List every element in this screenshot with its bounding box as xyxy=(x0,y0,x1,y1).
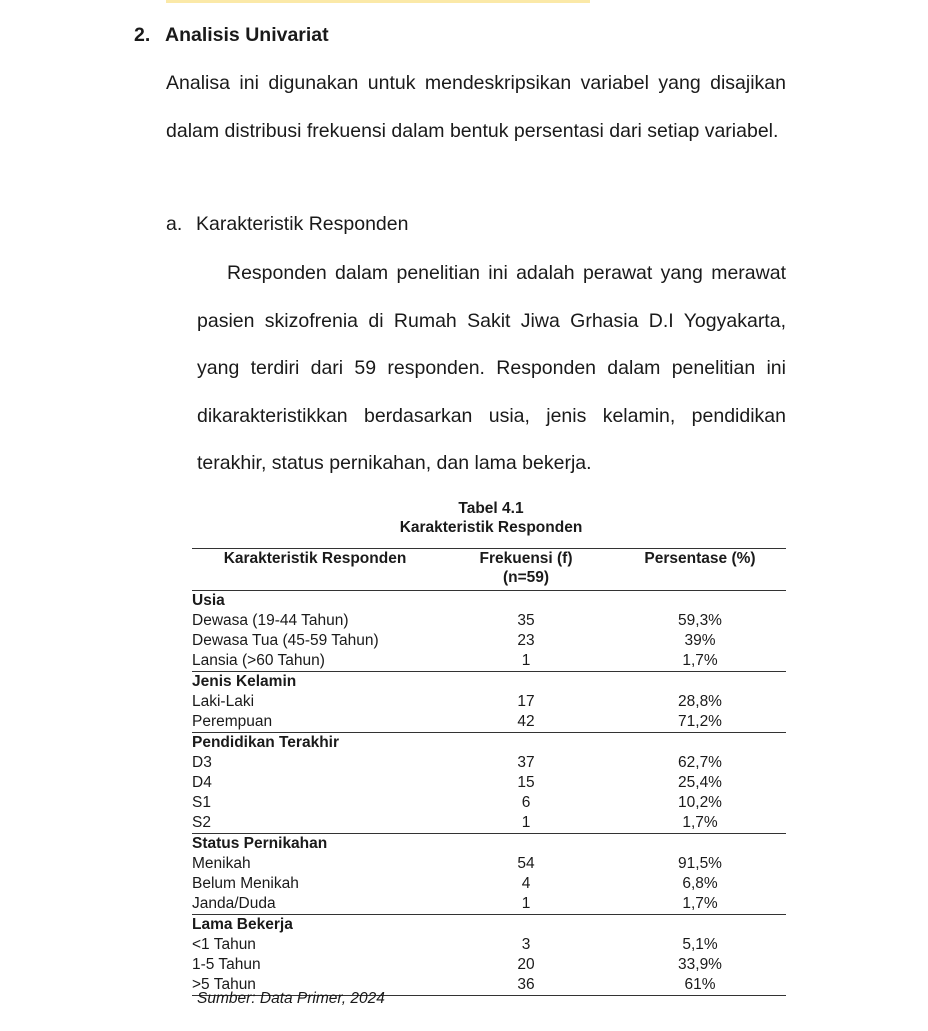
category-label: Usia xyxy=(192,592,225,609)
highlight-strip xyxy=(166,0,590,3)
row-frequency: 17 xyxy=(517,693,535,710)
row-label: Dewasa Tua (45-59 Tahun) xyxy=(192,632,379,649)
row-percentage: 71,2% xyxy=(678,713,722,730)
row-percentage: 1,7% xyxy=(682,814,718,831)
row-percentage: 59,3% xyxy=(678,612,722,629)
row-label: Laki-Laki xyxy=(192,693,255,710)
row-percentage: 62,7% xyxy=(678,754,722,771)
subsection-letter: a. xyxy=(166,213,183,235)
row-label: Menikah xyxy=(192,855,251,872)
table-row xyxy=(192,874,786,894)
row-frequency: 1 xyxy=(521,652,531,669)
row-percentage: 39% xyxy=(684,632,716,649)
row-percentage: 61% xyxy=(684,976,716,993)
intro-line: setiap variabel. xyxy=(647,119,779,142)
row-frequency: 36 xyxy=(517,976,535,993)
table-body xyxy=(192,591,786,996)
row-label: Janda/Duda xyxy=(192,895,276,912)
row-frequency: 54 xyxy=(517,855,535,872)
row-label: S1 xyxy=(192,794,211,811)
header-frequency-label: Frekuensi (f) xyxy=(479,550,573,567)
paragraph-line: pendidikan terakhir, status pernikahan, dan lama bekerja. xyxy=(197,404,786,474)
row-label: D3 xyxy=(192,754,212,771)
header-frequency xyxy=(438,549,614,591)
table-row xyxy=(192,793,786,813)
table-row xyxy=(192,692,786,712)
category-row xyxy=(192,672,786,693)
category-label: Jenis Kelamin xyxy=(192,673,297,690)
row-label: Dewasa (19-44 Tahun) xyxy=(192,612,349,629)
table-row xyxy=(192,955,786,975)
intro-paragraph xyxy=(166,60,786,155)
table-row xyxy=(192,773,786,793)
category-row xyxy=(192,915,786,936)
category-row xyxy=(192,591,786,612)
intro-line: disajikan dalam distribusi frekuensi dalam bentuk persentasi dari xyxy=(166,72,786,142)
row-frequency: 35 xyxy=(517,612,535,629)
row-label: >5 Tahun xyxy=(192,976,256,993)
subsection-title: Karakteristik Responden xyxy=(196,213,409,235)
table-header-row xyxy=(192,549,786,591)
table-row xyxy=(192,753,786,773)
row-percentage: 28,8% xyxy=(678,693,722,710)
row-frequency: 20 xyxy=(517,956,535,973)
header-percentage: Persentase (%) xyxy=(644,550,756,567)
row-percentage: 33,9% xyxy=(678,956,722,973)
table-row xyxy=(192,813,786,834)
row-frequency: 4 xyxy=(521,875,531,892)
table-caption-number: Tabel 4.1 xyxy=(458,500,524,517)
row-percentage: 25,4% xyxy=(678,774,722,791)
row-frequency: 37 xyxy=(517,754,535,771)
category-label: Pendidikan Terakhir xyxy=(192,734,340,751)
table-caption-title: Karakteristik Responden xyxy=(399,519,583,536)
table-row xyxy=(192,651,786,672)
paragraph-line: Yogyakarta, yang terdiri dari 59 responden. Responden dalam xyxy=(197,309,786,379)
table-row xyxy=(192,935,786,955)
header-frequency-n: (n=59) xyxy=(502,569,550,586)
category-row xyxy=(192,733,786,754)
table-row xyxy=(192,712,786,733)
row-percentage: 10,2% xyxy=(678,794,722,811)
category-label: Status Pernikahan xyxy=(192,835,328,852)
row-percentage: 91,5% xyxy=(678,855,722,872)
table-source: Sumber: Data Primer, 2024 xyxy=(197,990,385,1007)
paragraph-line: penelitian ini dikarakteristikkan berdasarkan usia, jenis kelamin, xyxy=(197,357,786,427)
row-frequency: 42 xyxy=(517,713,535,730)
characteristics-table xyxy=(192,548,786,996)
row-label: 1-5 Tahun xyxy=(192,956,261,973)
header-characteristic: Karakteristik Responden xyxy=(223,550,407,567)
table-row xyxy=(192,894,786,915)
section-title: Analisis Univariat xyxy=(165,24,329,46)
row-label: Perempuan xyxy=(192,713,273,730)
table-row xyxy=(192,611,786,631)
row-frequency: 6 xyxy=(521,794,531,811)
paragraph-line: Responden dalam penelitian ini adalah perawat yang xyxy=(227,262,703,284)
row-frequency: 3 xyxy=(521,936,531,953)
table-row xyxy=(192,631,786,651)
row-percentage: 1,7% xyxy=(682,895,718,912)
section-heading xyxy=(134,24,329,47)
row-frequency: 1 xyxy=(521,895,531,912)
row-label: Lansia (>60 Tahun) xyxy=(192,652,325,669)
row-label: D4 xyxy=(192,774,212,791)
row-frequency: 23 xyxy=(517,632,535,649)
category-label: Lama Bekerja xyxy=(192,916,293,933)
intro-line: Analisa ini digunakan untuk mendeskripsikan variabel yang xyxy=(166,72,701,94)
row-label: S2 xyxy=(192,814,211,831)
table-row xyxy=(192,854,786,874)
section-number: 2. xyxy=(134,24,151,46)
subsection-heading xyxy=(166,213,408,236)
row-frequency: 1 xyxy=(521,814,531,831)
row-label: <1 Tahun xyxy=(192,936,256,953)
row-frequency: 15 xyxy=(517,774,535,791)
paragraph-line: merawat pasien skizofrenia di Rumah Sakit Jiwa Grhasia D.I xyxy=(197,262,786,332)
row-percentage: 6,8% xyxy=(682,875,718,892)
row-percentage: 5,1% xyxy=(682,936,718,953)
respondent-paragraph xyxy=(197,250,786,488)
row-label: Belum Menikah xyxy=(192,875,299,892)
row-percentage: 1,7% xyxy=(682,652,718,669)
category-row xyxy=(192,834,786,855)
